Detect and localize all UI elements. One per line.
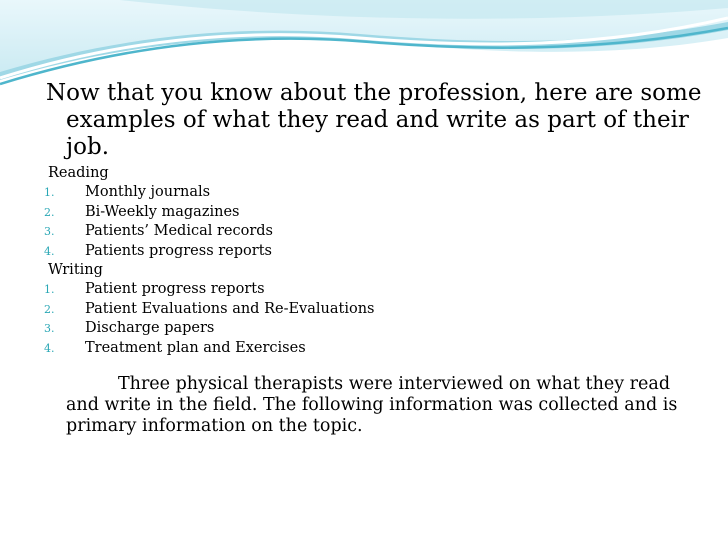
item-text: Monthly journals — [85, 184, 211, 200]
item-text: Patients progress reports — [85, 242, 272, 259]
item-number: 2. — [44, 205, 55, 219]
item-text: Patients’ Medical records — [85, 223, 273, 239]
item-text: Patient Evaluations and Re-Evaluations — [85, 300, 375, 317]
item-text: Discharge papers — [85, 320, 215, 336]
item-text: Bi-Weekly magazines — [85, 203, 240, 220]
header-wave-decoration — [0, 0, 728, 90]
intro-paragraph: Now that you know about the profession, here are some examples of what they read and write as part of their job. — [46, 80, 702, 160]
item-number: 2. — [44, 302, 55, 316]
item-text: Patient progress reports — [85, 281, 265, 297]
closing-text: Three physical therapists were interviewed on what they read and write in the field. The following information was collected and is primary information on the topic. — [66, 374, 678, 436]
closing-paragraph — [66, 374, 706, 437]
item-number: 3. — [44, 322, 55, 335]
item-number: 1. — [44, 186, 55, 199]
item-number: 1. — [44, 283, 55, 296]
writing-heading: Writing — [48, 262, 103, 278]
reading-heading: Reading — [48, 165, 109, 181]
item-number: 3. — [44, 225, 55, 238]
item-text: Treatment plan and Exercises — [85, 339, 306, 356]
item-number: 4. — [44, 244, 55, 258]
item-number: 4. — [44, 341, 55, 355]
